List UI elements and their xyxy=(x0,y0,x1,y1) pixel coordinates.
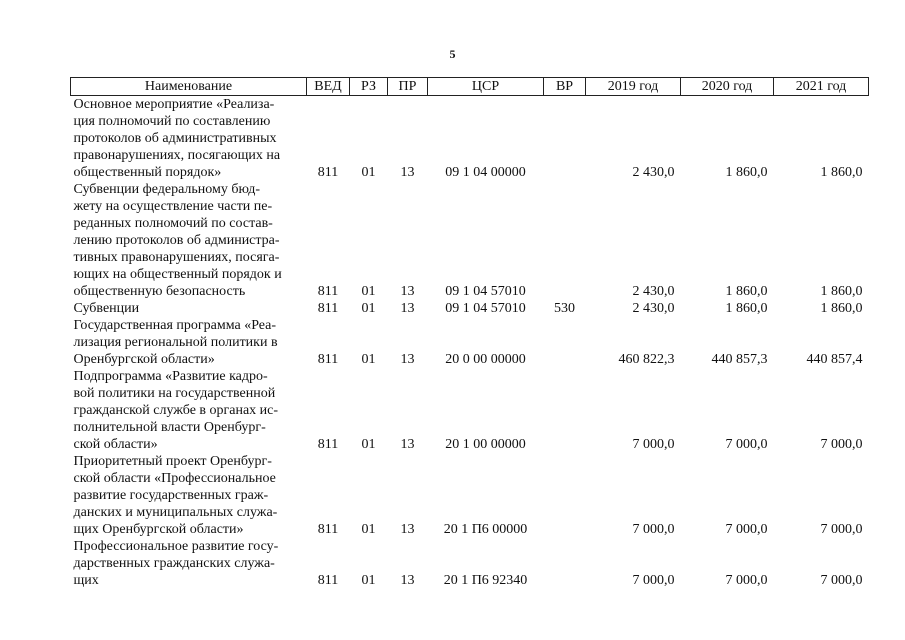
name-line: протоколов об административных xyxy=(73,131,277,146)
cell-vr xyxy=(544,538,586,589)
name-line: ющих на общественный порядок и xyxy=(73,267,282,282)
cell-pr: 13 xyxy=(400,284,415,299)
cell-pr: 13 xyxy=(400,352,415,367)
cell-rz: 01 xyxy=(361,573,376,588)
cell-ved: 811 xyxy=(317,352,339,367)
page-number: 5 xyxy=(449,47,456,61)
table-row xyxy=(71,368,869,453)
cell-2021: 440 857,4 xyxy=(806,352,863,367)
cell-ved: 811 xyxy=(317,284,339,299)
name-line: Оренбургской области» xyxy=(73,352,215,367)
cell-pr: 13 xyxy=(400,437,415,452)
cell-ved: 811 xyxy=(317,437,339,452)
header-rz: РЗ xyxy=(350,78,388,96)
cell-rz: 01 xyxy=(361,522,376,537)
name-line: Субвенции xyxy=(73,301,140,316)
cell-2020: 7 000,0 xyxy=(725,437,768,452)
name-line: ской области» xyxy=(73,437,158,452)
cell-csr: 20 1 00 00000 xyxy=(445,437,526,452)
name-line: лению протоколов об администра- xyxy=(73,233,280,248)
cell-csr: 09 1 04 57010 xyxy=(445,301,526,316)
table-row xyxy=(71,538,869,589)
name-line: реданных полномочий по состав- xyxy=(73,216,273,231)
cell-rz: 01 xyxy=(361,165,376,180)
header-ved: ВЕД xyxy=(307,78,350,96)
table-row xyxy=(71,317,869,368)
cell-2021: 1 860,0 xyxy=(820,165,863,180)
table-body xyxy=(71,96,869,590)
name-line: жету на осуществление части пе- xyxy=(73,199,273,214)
cell-2019: 7 000,0 xyxy=(632,522,675,537)
cell-rz: 01 xyxy=(361,301,376,316)
cell-2019: 7 000,0 xyxy=(632,437,675,452)
cell-2020: 1 860,0 xyxy=(725,301,768,316)
cell-csr: 20 0 00 00000 xyxy=(445,352,526,367)
cell-ved: 811 xyxy=(317,573,339,588)
cell-rz: 01 xyxy=(361,352,376,367)
cell-rz: 01 xyxy=(361,284,376,299)
cell-ved: 811 xyxy=(317,301,339,316)
table-row xyxy=(71,181,869,300)
name-line: Приоритетный проект Оренбург- xyxy=(73,454,272,469)
cell-2021: 7 000,0 xyxy=(820,573,863,588)
cell-2019: 7 000,0 xyxy=(632,573,675,588)
cell-2021: 1 860,0 xyxy=(820,284,863,299)
name-line: Профессиональное развитие госу- xyxy=(73,539,279,554)
cell-2019: 2 430,0 xyxy=(632,165,675,180)
name-line: данских и муниципальных служа- xyxy=(73,505,278,520)
cell-2019: 2 430,0 xyxy=(632,284,675,299)
cell-2021: 7 000,0 xyxy=(820,437,863,452)
cell-2020: 1 860,0 xyxy=(725,165,768,180)
table-row xyxy=(71,96,869,182)
cell-vr xyxy=(544,453,586,538)
name-line: развитие государственных граж- xyxy=(73,488,269,503)
cell-2020: 7 000,0 xyxy=(725,573,768,588)
cell-csr: 20 1 П6 92340 xyxy=(443,573,528,588)
cell-vr xyxy=(544,96,586,182)
cell-2019: 460 822,3 xyxy=(618,352,675,367)
cell-csr: 20 1 П6 00000 xyxy=(443,522,528,537)
header-name: Наименование xyxy=(71,78,307,96)
cell-csr: 09 1 04 00000 xyxy=(445,165,526,180)
name-line: тивных правонарушениях, посяга- xyxy=(73,250,280,265)
table-header-row xyxy=(71,78,869,96)
cell-name xyxy=(71,317,307,368)
cell-name xyxy=(71,368,307,453)
header-pr: ПР xyxy=(388,78,428,96)
header-2020: 2020 год xyxy=(681,78,774,96)
cell-2020: 7 000,0 xyxy=(725,522,768,537)
header-vr: ВР xyxy=(544,78,586,96)
name-line: полнительной власти Оренбург- xyxy=(73,420,266,435)
header-2021: 2021 год xyxy=(774,78,869,96)
cell-ved: 811 xyxy=(317,165,339,180)
cell-vr xyxy=(544,317,586,368)
name-line: ской области «Профессиональное xyxy=(73,471,276,486)
cell-2020: 1 860,0 xyxy=(725,284,768,299)
name-line: Государственная программа «Реа- xyxy=(73,318,277,333)
cell-2021: 7 000,0 xyxy=(820,522,863,537)
name-line: общественный порядок» xyxy=(73,165,222,180)
name-line: лизация региональной политики в xyxy=(73,335,278,350)
name-line: Подпрограмма «Развитие кадро- xyxy=(73,369,268,384)
header-csr: ЦСР xyxy=(428,78,544,96)
cell-pr: 13 xyxy=(400,573,415,588)
name-line: гражданской службе в органах ис- xyxy=(73,403,279,418)
name-line: Субвенции федеральному бюд- xyxy=(73,182,261,197)
budget-table xyxy=(70,77,869,589)
name-line: Основное мероприятие «Реализа- xyxy=(73,97,275,112)
cell-rz: 01 xyxy=(361,437,376,452)
cell-pr: 13 xyxy=(400,522,415,537)
cell-2021: 1 860,0 xyxy=(820,301,863,316)
cell-csr: 09 1 04 57010 xyxy=(445,284,526,299)
cell-pr: 13 xyxy=(400,165,415,180)
cell-pr: 13 xyxy=(400,301,415,316)
cell-2020: 440 857,3 xyxy=(711,352,768,367)
cell-name xyxy=(71,538,307,589)
table-row xyxy=(71,453,869,538)
name-line: щих xyxy=(73,573,99,588)
name-line: щих Оренбургской области» xyxy=(73,522,244,537)
cell-name xyxy=(71,181,307,300)
name-line: правонарушениях, посягающих на xyxy=(73,148,281,163)
name-line: общественную безопасность xyxy=(73,284,246,299)
cell-2019: 2 430,0 xyxy=(632,301,675,316)
cell-name xyxy=(71,96,307,182)
header-2019: 2019 год xyxy=(586,78,681,96)
name-line: дарственных гражданских служа- xyxy=(73,556,275,571)
table-row xyxy=(71,300,869,317)
name-line: вой политики на государственной xyxy=(73,386,276,401)
name-line: ция полномочий по составлению xyxy=(73,114,271,129)
cell-vr xyxy=(544,368,586,453)
cell-ved: 811 xyxy=(317,522,339,537)
cell-name xyxy=(71,453,307,538)
cell-vr: 530 xyxy=(554,301,575,316)
cell-name xyxy=(71,300,307,317)
cell-vr xyxy=(544,181,586,300)
